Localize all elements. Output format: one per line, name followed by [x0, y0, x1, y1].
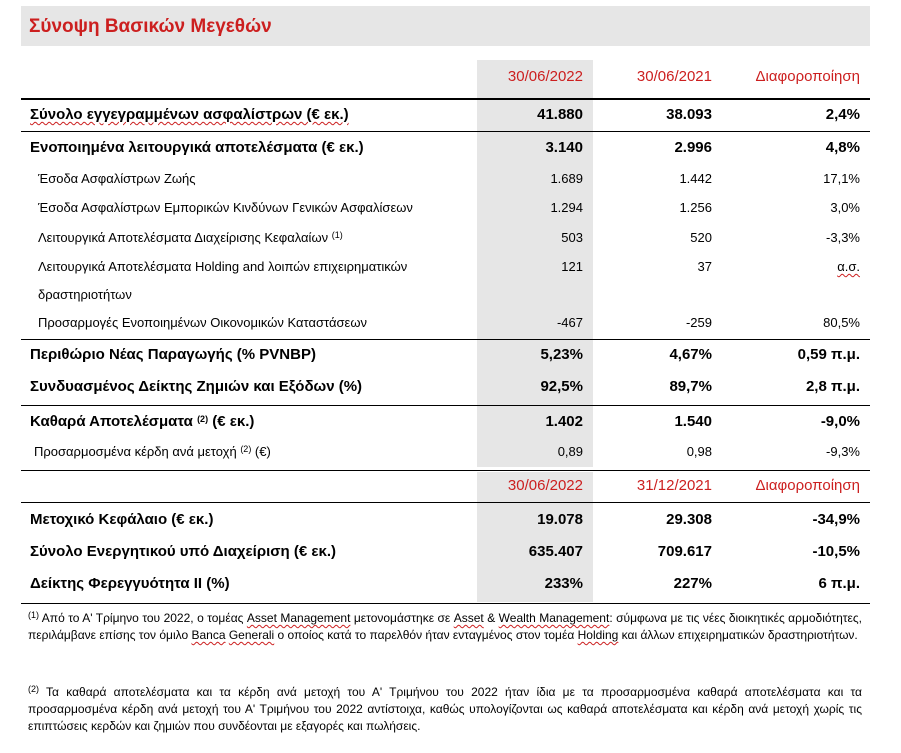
page-title: Σύνοψη Βασικών Μεγεθών	[29, 16, 272, 37]
row-label: Έσοδα Ασφαλίστρων Ζωής	[38, 171, 196, 186]
row-value-prior: 709.617	[657, 543, 712, 560]
row-value-prior: 2.996	[674, 139, 712, 156]
table-row	[28, 575, 870, 595]
table-row	[28, 139, 870, 159]
section-title-bar	[21, 6, 870, 46]
row-label: Μετοχικό Κεφάλαιο (€ εκ.)	[30, 511, 214, 528]
footnote-ref: (2)	[240, 444, 252, 454]
row-label: Προσαρμογές Ενοποιημένων Οικονομικών Καταστάσεων	[38, 315, 367, 330]
row-value-current: 0,89	[557, 444, 583, 459]
row-value-current: 41.880	[537, 106, 583, 123]
row-value-current: 3.140	[545, 139, 583, 156]
row-value-change: α.σ.	[837, 259, 860, 274]
row-label: Σύνολο εγγεγραμμένων ασφαλίστρων (€ εκ.)	[30, 106, 349, 123]
table-row	[28, 378, 870, 398]
row-value-prior: 227%	[673, 575, 712, 592]
row-label-cont: δραστηριοτήτων	[38, 287, 132, 302]
row-label: Προσαρμοσμένα κέρδη ανά μετοχή $^{(2)}$ (€)	[34, 444, 271, 459]
table-row	[28, 259, 870, 305]
row-value-prior: 38.093	[666, 106, 712, 123]
row-value-prior: 1.256	[679, 200, 712, 215]
row-value-prior: 29.308	[666, 511, 712, 528]
row-value-prior: 1.540	[674, 413, 712, 430]
header-col-prior: 30/06/2021	[636, 68, 712, 85]
row-label: Λειτουργικά Αποτελέσματα Holding and λοιπών επιχειρηματικών	[38, 259, 408, 274]
divider	[21, 603, 870, 604]
row-value-current: 121	[561, 259, 583, 274]
row-value-prior: 4,67%	[669, 346, 712, 363]
row-value-change: 2,4%	[825, 106, 860, 123]
row-value-change: -9,3%	[826, 444, 860, 459]
row-value-current: 1.689	[550, 171, 583, 186]
row-label: Σύνολο Ενεργητικού υπό Διαχείριση (€ εκ.)	[30, 543, 337, 560]
header-col-change: Διαφοροποίηση	[755, 477, 860, 494]
table-header	[28, 68, 870, 88]
table-row	[28, 346, 870, 366]
row-label: Καθαρά Αποτελέσματα $^{(2)}$ (€ εκ.)	[30, 413, 255, 430]
row-label: Λειτουργικά Αποτελέσματα Διαχείρισης Κεφαλαίων $^{(1)}$	[38, 230, 343, 245]
divider	[21, 405, 870, 406]
table-row	[28, 200, 870, 218]
table-row	[28, 171, 870, 189]
table-header-2	[28, 477, 870, 497]
table-row	[28, 413, 870, 433]
row-value-change: 80,5%	[823, 315, 860, 330]
table-row	[28, 315, 870, 333]
row-value-change: -9,0%	[820, 413, 860, 430]
row-value-current: 5,23%	[540, 346, 583, 363]
row-label: Συνδυασμένος Δείκτης Ζημιών και Εξόδων (%)	[30, 378, 363, 395]
header-col-current: 30/06/2022	[507, 68, 583, 85]
row-value-change: -34,9%	[812, 511, 860, 528]
row-value-change: 0,59 π.μ.	[797, 346, 860, 363]
row-value-current: -467	[556, 315, 583, 330]
row-value-current: 233%	[544, 575, 583, 592]
header-col-change: Διαφοροποίηση	[755, 68, 860, 85]
divider	[21, 502, 870, 503]
row-value-prior: 37	[697, 259, 712, 274]
footnote-ref: (1)	[331, 230, 343, 240]
row-value-change: 17,1%	[823, 171, 860, 186]
divider	[21, 339, 870, 340]
divider	[21, 470, 870, 471]
row-value-prior: 0,98	[686, 444, 712, 459]
row-value-change: -10,5%	[812, 543, 860, 560]
row-value-current: 635.407	[528, 543, 583, 560]
row-label: Δείκτης Φερεγγυότητα II (%)	[30, 575, 230, 592]
table-row	[28, 106, 870, 126]
row-value-prior: 89,7%	[669, 378, 712, 395]
table-row	[28, 543, 870, 563]
row-value-prior: -259	[685, 315, 712, 330]
row-label: Ενοποιημένα λειτουργικά αποτελέσματα (€ εκ.)	[30, 139, 364, 156]
table-row	[28, 511, 870, 531]
header-col-prior: 31/12/2021	[636, 477, 712, 494]
row-value-current: 19.078	[537, 511, 583, 528]
divider	[21, 98, 870, 100]
footnote-ref: (2)	[197, 414, 209, 424]
row-value-current: 503	[561, 230, 583, 245]
footnote-1: $^{(1)}$ Από το Α' Τρίμηνο του 2022, ο τομέας Asset Management μετονομάστηκε σε Asset & Wealth Management: σύμφωνα με τις νέες διοικητικές αρμοδιότητες, περιλάμβανε επίσης τον όμιλο Banca Generali ο οποίος κατά το παρελθόν ήταν ενταγμένος στον τομέα Holding και άλλων επιχειρηματικών δραστηριοτήτων.	[28, 610, 863, 642]
footnote-2: $^{(2)}$ Τα καθαρά αποτελέσματα και τα κέρδη ανά μετοχή του Α' Τριμήνου του 2022 ήταν ίδια με τα προσαρμοσμένα καθαρά αποτελέσματα και τα προσαρμοσμένα κέρδη ανά μετοχή του Α' Τριμήνου του 2022 αντίστοιχα, καθώς υπολογίζονται ως καθαρά αποτελέσματα και κέρδη ανά μετοχή χωρίς τις επιπτώσεις κερδών και ζημιών που συνδέονται με εξαγορές και πωλήσεις.	[28, 684, 862, 733]
divider	[21, 131, 870, 132]
row-value-current: 1.402	[545, 413, 583, 430]
row-value-change: 2,8 π.μ.	[805, 378, 860, 395]
table-row	[28, 444, 870, 462]
row-value-current: 92,5%	[540, 378, 583, 395]
row-value-change: 4,8%	[825, 139, 860, 156]
row-value-change: -3,3%	[826, 230, 860, 245]
row-value-prior: 520	[690, 230, 712, 245]
row-value-change: 6 π.μ.	[818, 575, 860, 592]
header-col-current: 30/06/2022	[507, 477, 583, 494]
table-row	[28, 230, 870, 248]
row-value-prior: 1.442	[679, 171, 712, 186]
row-value-change: 3,0%	[830, 200, 860, 215]
row-value-current: 1.294	[550, 200, 583, 215]
row-label: Έσοδα Ασφαλίστρων Εμπορικών Κινδύνων Γενικών Ασφαλίσεων	[38, 200, 413, 215]
row-label: Περιθώριο Νέας Παραγωγής (% PVNBP)	[30, 346, 316, 363]
